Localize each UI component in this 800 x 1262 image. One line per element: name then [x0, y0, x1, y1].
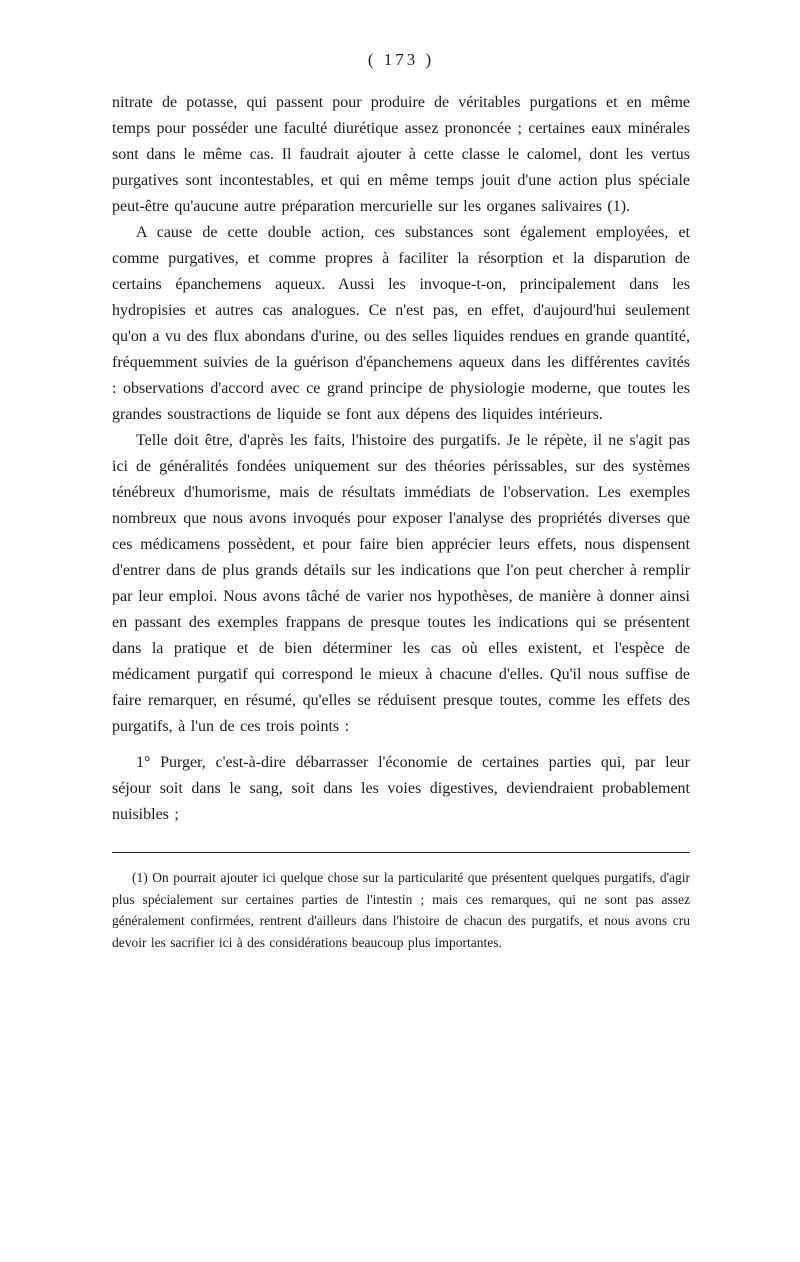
paragraph: 1° Purger, c'est-à-dire débarrasser l'économie de certaines parties qui, par leur séjour soit dans le sang, soit dans les voies digestives, deviendraient probablement nuisibles ; — [112, 754, 690, 823]
body-text — [112, 90, 690, 828]
paragraph: Telle doit être, d'après les faits, l'histoire des purgatifs. Je le répète, il ne s'agit pas ici de généralités fondées uniquement sur des théories périssables, sur des systèmes ténébreux d'humorisme, mais de résultats immédiats de l'observation. Les exemples nombreux que nous avons invoqués pour exposer l'analyse des propriétés diverses que ces médicamens possèdent, et pour faire bien apprécier leurs effets, nous dispensent d'entrer dans de plus grands détails sur les indications que l'on peut chercher à remplir par leur emploi. Nous avons tâché de varier nos hypothèses, de manière à donner ainsi en passant des exemples frappans de presque toutes les indications qui se présentent dans la pratique et de bien déterminer les cas où elles existent, et l'espèce de médicament purgatif qui correspond le mieux à chacune d'elles. Qu'il nous suffise de faire remarquer, en résumé, qu'elles se réduisent presque toutes, comme les effets des purgatifs, à l'un de ces trois points : — [112, 432, 690, 735]
page-number: ( 173 ) — [367, 50, 435, 69]
footnote: (1) On pourrait ajouter ici quelque chose sur la particularité que présentent quelques purgatifs, d'agir plus spécialement sur certaines parties de l'intestin ; mais ces remarques, qui ne sont pas assez généralement confirmées, rentrent d'ailleurs dans l'histoire de chacun des purgatifs, et nous avons cru devoir les sacrifier ici à des considérations beaucoup plus importantes. — [112, 870, 690, 950]
paragraph: A cause de cette double action, ces substances sont également employées, et comme purgatives, et comme propres à faciliter la résorption et la disparution de certains épanchemens aqueux. Aussi les invoque-t-on, principalement dans les hydropisies et autres cas analogues. Ce n'est pas, en effet, d'aujourd'hui seulement qu'on a vu des flux abondans d'urine, ou des selles liquides rendues en grande quantité, fréquemment suivies de la guérison d'épanchemens aqueux dans les différentes cavités : observations d'accord avec ce grand principe de physiologie moderne, que toutes les grandes soustractions de liquide se font aux dépens des liquides intérieurs. — [112, 224, 690, 423]
paragraph: nitrate de potasse, qui passent pour produire de véritables purgations et en même temps pour posséder une faculté diurétique assez prononcée ; certaines eaux minérales sont dans le même cas. Il faudrait ajouter à cette classe le calomel, dont les vertus purgatives sont incontestables, et qui en même temps jouit d'une action plus spéciale peut-être qu'aucune autre préparation mercurielle sur les organes salivaires (1). — [112, 94, 690, 215]
footnote-divider — [112, 852, 690, 853]
